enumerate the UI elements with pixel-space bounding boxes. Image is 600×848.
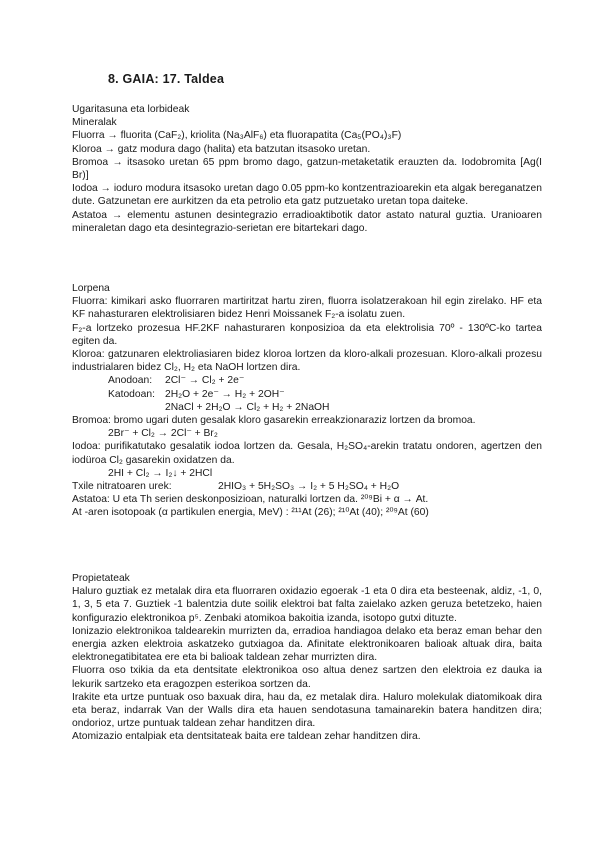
equation-bromo: 2Br⁻ + Cl₂ → 2Cl⁻ + Br₂ xyxy=(108,428,218,440)
section-heading: Ugaritasuna eta lorbideak xyxy=(72,104,190,115)
section-ugaritasuna xyxy=(72,103,542,235)
paragraph-5: Atomizazio entalpiak eta dentsitateak baita ere taldean zehar handitzen dira. xyxy=(72,731,421,743)
paragraph-2: Ionizazio elektronikoa taldearekin murrizten da, erradioa handiagoa delako eta beraz eman behar den energia azken elektroia askatzeko gutxiagoa da. Afinitate elektronikoaren balioak altuak dira, baita elektronegatibitatea ere eta bi balioak taldean zehar murrizten dira. xyxy=(72,625,542,664)
equation-label: Katodoan: xyxy=(108,388,155,400)
section-lorpena xyxy=(72,282,542,520)
section-heading: Lorpena xyxy=(72,283,110,294)
paragraph-astatoa: Astatoa: U eta Th serien deskonposizioan, naturalki lortzen da. ²⁰⁹Bi + α → At. xyxy=(72,494,429,506)
paragraph-bromoa: Bromoa → itsasoko uretan 65 ppm bromo dago, gatzun-metaketatik erauzten da. Iodobromita [Ag(I Br)] xyxy=(72,156,542,182)
paragraph-4: Irakite eta urtze puntuak oso baxuak dira, hau da, ez metalak dira. Haluro molekulak diatomikoak dira eta beraz, indarrak Van der Walls dira eta hauen sendotasuna tamainarekin batera handitzen dira; ondorioz, urtze puntuak taldean zehar handitzen dira. xyxy=(72,691,542,730)
paragraph-isotopoak: At -aren isotopoak (α partikulen energia, MeV) : ²¹¹At (26); ²¹⁰At (40); ²⁰⁹At (60) xyxy=(72,507,429,519)
paragraph-3: Fluorra oso txikia da eta dentsitate elektronikoa oso altua denez sartzen den elektroia ez dauka ia lekurik sartzeko eta eragozpen esterikoa sortzen da. xyxy=(72,665,542,690)
equation-label: Anodoan: xyxy=(108,375,153,387)
paragraph-astatoa: Astatoa → elementu astunen desintegrazio erradioaktibotik dator astato natural guztia. Uranioaren mineraletan dago eta desintegrazio-serietan ere bitartekari dago. xyxy=(72,209,542,234)
paragraph-1: Haluro guztiak ez metalak dira eta fluorraren oxidazio egoerak -1 eta 0 dira eta besteenak, aldiz, -1, 0, 1, 3, 5 eta 7. Guztiek -1 balentzia dute soilik elektroi bat falta zaielako azken geruza betetzeko, haien konfigurazio elektronikoa p⁵. Zenbaki atomikoa bakoitia izanda, isotopo gutxi dituzte. xyxy=(72,586,542,624)
equation-label: Txile nitratoaren urek: xyxy=(72,481,172,493)
equation: 2NaCl + 2H₂O → Cl₂ + H₂ + 2NaOH xyxy=(165,401,330,413)
paragraph-fluorra: Fluorra: kimikari asko fluorraren martiritzat hartu ziren, fluorra isolatzerakoan hil egin zirelako. HF eta KF nahasturaren elektrolisiaren bidez Henri Moissanek F₂-a isolatu zuen. xyxy=(72,296,542,321)
section-heading: Propietateak xyxy=(72,573,130,584)
equation-iodo: 2HI + Cl₂ → I₂↓ + 2HCl xyxy=(108,467,213,479)
subheading-mineralak: Mineralak xyxy=(72,117,117,129)
paragraph-kloroa: Kloroa → gatz modura dago (halita) eta batzutan itsasoko uretan. xyxy=(72,143,371,155)
equation-global xyxy=(72,401,542,414)
equation: 2Cl⁻ → Cl₂ + 2e⁻ xyxy=(165,375,245,387)
section-propietateak xyxy=(72,572,542,744)
paragraph-f2: F₂-a lortzeko prozesua HF.2KF nahasturaren konposizioa da eta elektrolisia 70º - 130ºC-ko tartea egiten da. xyxy=(72,322,542,347)
equation: 2HIO₃ + 5H₂SO₃ → I₂ + 5 H₂SO₄ + H₂O xyxy=(218,481,400,493)
equation: 2H₂O + 2e⁻ → H₂ + 2OH⁻ xyxy=(165,388,285,400)
paragraph-iodoa: Iodoa → ioduro modura itsasoko uretan dago 0.05 ppm-ko kontzentrazioarekin eta algak bereganatzen dute. Gatzunetan ere aurkitzen da eta petrolio eta gatz putzuetako uretan topa daiteke. xyxy=(72,183,542,208)
paragraph-iodoa: Iodoa: purifikatutako gesalatik iodoa lortzen da. Gesala, H₂SO₄-arekin tratatu ondoren, agertzen den iodüroa Cl₂ gasarekin oxidatzen da. xyxy=(72,441,542,466)
equation-anodoan xyxy=(72,374,542,387)
paragraph-bromoa: Bromoa: bromo ugari duten gesalak kloro gasarekin erreakzionaraziz lortzen da bromoa. xyxy=(72,415,476,427)
paragraph-kloroa: Kloroa: gatzunaren elektroliasiaren bidez kloroa lortzen da kloro-alkali prozesuan. Kloro-alkali prozesu industrialaren bidez Cl₂, H₂ eta NaOH lortzen dira. xyxy=(72,349,542,374)
equation-txile xyxy=(72,480,542,493)
equation-katodoan xyxy=(72,388,542,401)
page-title: 8. GAIA: 17. Taldea xyxy=(108,72,225,86)
paragraph-fluorra: Fluorra → fluorita (CaF₂), kriolita (Na₃AlF₆) eta fluorapatita (Ca₅(PO₄)₃F) xyxy=(72,130,402,142)
